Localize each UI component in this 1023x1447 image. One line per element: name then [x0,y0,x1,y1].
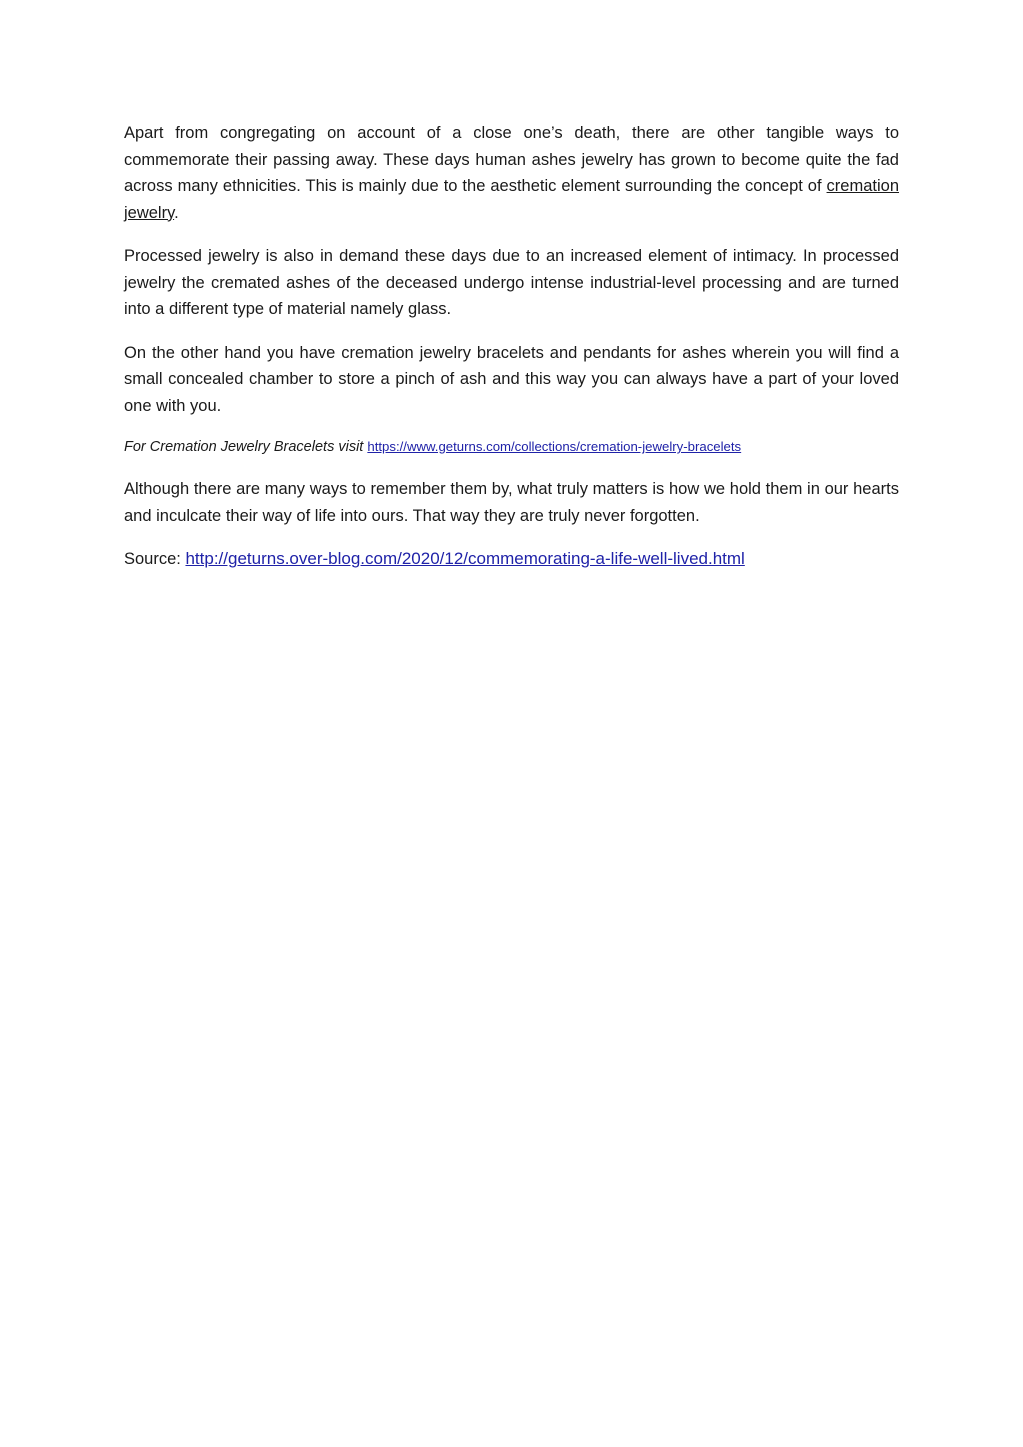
paragraph-remember: Although there are many ways to remember them by, what truly matters is how we hold them in our hearts and inculcate their way of life into ours. That way they are truly never forgotten. [124,480,899,525]
source-line [124,546,899,572]
paragraph-processed-jewelry: Processed jewelry is also in demand these days due to an increased element of intimacy. In processed jewelry the cremated ashes of the deceased undergo intense industrial-level processing and are turned into a different type of material namely glass. [124,247,899,318]
paragraph-intro [124,120,899,226]
cremation-jewelry-link[interactable]: cremation jewelry [124,177,899,222]
visit-label: For Cremation Jewelry Bracelets visit [124,439,364,455]
paragraph-intro-text: Apart from congregating on account of a close one’s death, there are other tangible ways to commemorate their passing away. These days human ashes jewelry has grown to become quite the fad across many ethnicities. This is mainly due to the aesthetic element surrounding the concept of [124,124,899,195]
document-page [124,120,899,572]
visit-line [124,436,899,458]
paragraph-intro-tail: . [174,203,179,222]
bracelets-url-link[interactable]: https://www.geturns.com/collections/cremation-jewelry-bracelets [367,439,742,454]
source-url-link[interactable]: http://geturns.over-blog.com/2020/12/commemorating-a-life-well-lived.html [185,549,745,568]
source-label: Source: [124,550,181,568]
paragraph-bracelets-pendants: On the other hand you have cremation jewelry bracelets and pendants for ashes wherein you will find a small concealed chamber to store a pinch of ash and this way you can always have a part of your loved one with you. [124,343,899,415]
